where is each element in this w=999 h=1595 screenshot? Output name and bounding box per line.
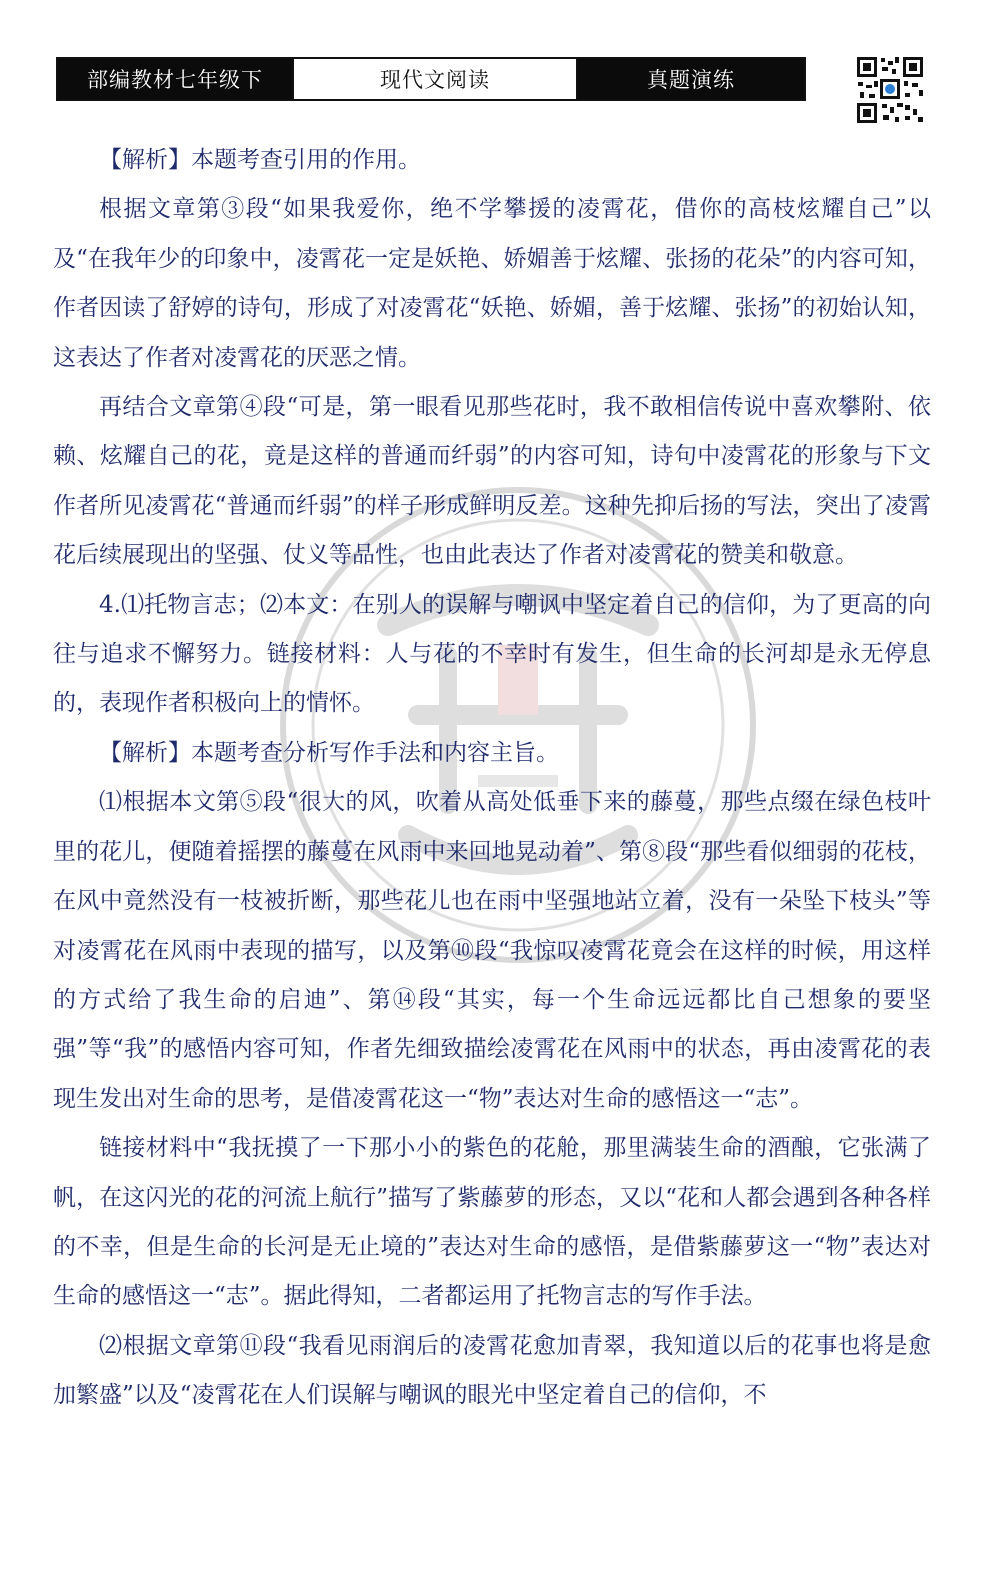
header-section-label: 现代文阅读 (292, 59, 578, 99)
header-bar (56, 57, 806, 101)
answer-question-4: 4.⑴托物言志；⑵本文：在别人的误解与嘲讽中坚定着自己的信仰，为了更高的向往与追求不懈努力。链接材料：人与花的不幸时有发生，但生命的长河却是永无停息的，表现作者积极向上的情怀。 (53, 591, 931, 717)
paragraph-theme-analysis: ⑵根据文章第⑪段“我看见雨润后的凌霄花愈加青翠，我知道以后的花事也将是愈加繁盛”以及“凌霄花在人们误解与嘲讽的眼光中坚定着自己的信仰，不 (53, 1332, 931, 1409)
paragraph-contrast-analysis: 再结合文章第④段“可是，第一眼看见那些花时，我不敢相信传说中喜欢攀附、依赖、炫耀自己的花，竟是这样的普通而纤弱”的内容可知，诗句中凌霄花的形象与下文作者所见凌霄花“普通而纤弱”的样子形成鲜明反差。这种先抑后扬的写法，突出了凌霄花后续展现出的坚强、仗义等品性，也由此表达了作者对凌霄花的赞美和敬意。 (53, 394, 931, 569)
analysis-heading-2: 【解析】本题考查分析写作手法和内容主旨。 (99, 739, 559, 766)
article-body (53, 136, 931, 1421)
qr-code-icon (855, 55, 925, 125)
paragraph-technique-analysis: ⑴根据本文第⑤段“很大的风，吹着从高处低垂下来的藤蔓，那些点缀在绿色枝叶里的花儿，便随着摇摆的藤蔓在风雨中来回地晃动着”、第⑧段“那些看似细弱的花枝，在风中竟然没有一枝被折断，那些花儿也在雨中坚强地站立着，没有一朵坠下枝头”等对凌霄花在风雨中表现的描写，以及第⑩段“我惊叹凌霄花竟会在这样的时候，用这样的方式给了我生命的启迪”、第⑭段“其实，每一个生命远远都比自己想象的要坚强”等“我”的感悟内容可知，作者先细致描绘凌霄花在风雨中的状态，再由凌霄花的表现生发出对生命的思考，是借凌霄花这一“物”表达对生命的感悟这一“志”。 (53, 789, 931, 1112)
paragraph-linked-material: 链接材料中“我抚摸了一下那小小的紫色的花舱，那里满装生命的酒酿，它张满了帆，在这闪光的花的河流上航行”描写了紫藤萝的形态，又以“花和人都会遇到各种各样的不幸，但是生命的长河是无止境的”表达对生命的感悟，是借紫藤萝这一“物”表达对生命的感悟这一“志”。据此得知，二者都运用了托物言志的写作手法。 (53, 1135, 931, 1310)
header-textbook-label: 部编教材七年级下 (58, 59, 292, 99)
paragraph-quote-analysis: 根据文章第③段“如果我爱你，绝不学攀援的凌霄花，借你的高枝炫耀自己”以及“在我年少的印象中，凌霄花一定是妖艳、娇媚善于炫耀、张扬的花朵”的内容可知，作者因读了舒婷的诗句，形成了对凌霄花“妖艳、娇媚，善于炫耀、张扬”的初始认知，这表达了作者对凌霄花的厌恶之情。 (53, 196, 931, 371)
analysis-heading-1: 【解析】本题考查引用的作用。 (99, 147, 421, 173)
header-practice-label: 真题演练 (578, 59, 804, 99)
